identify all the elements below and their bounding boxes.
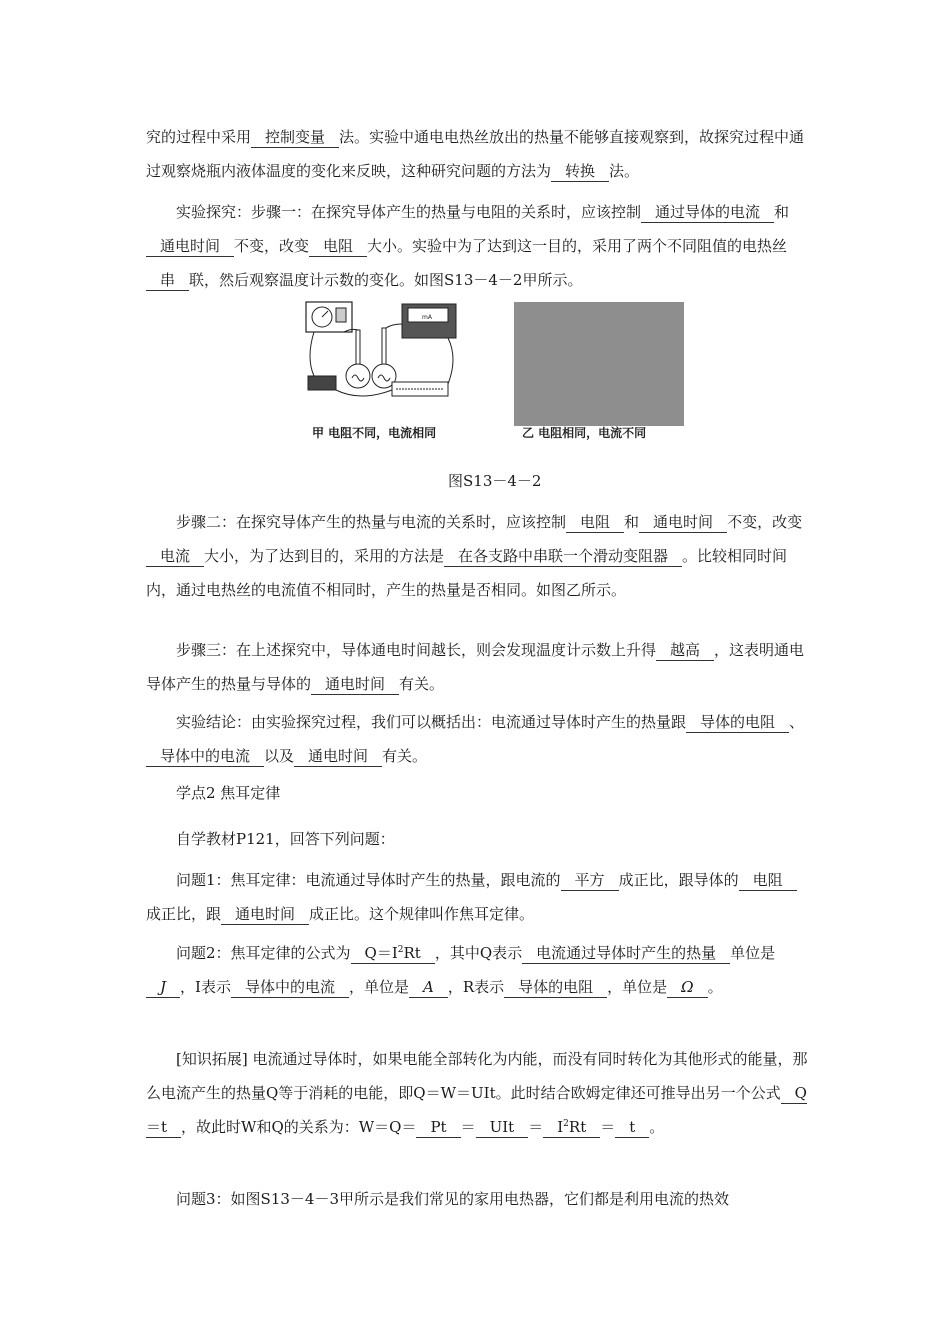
answer-blank: A bbox=[409, 978, 448, 998]
text: 。 bbox=[707, 978, 723, 996]
answer-blank: 导体中的电流 bbox=[231, 978, 349, 998]
text: 。比较相同时间内，通过电热丝的电流值不相同时，产生的热量是否相同。如图乙所示。 bbox=[146, 547, 788, 599]
text: 单位是 bbox=[730, 944, 776, 962]
answer-blank: 电流 bbox=[146, 547, 204, 567]
answer-blank: 控制变量 bbox=[251, 128, 339, 148]
answer-blank: 通电时间 bbox=[639, 513, 727, 533]
answer-blank: 电流通过导体时产生的热量 bbox=[522, 944, 730, 964]
text: 实验结论：由实验探究过程，我们可以概括出：电流通过导体时产生的热量跟 bbox=[176, 713, 687, 731]
text: Rt bbox=[403, 944, 421, 962]
text: ，单位是 bbox=[348, 978, 409, 996]
answer-blank: 平方 bbox=[561, 871, 619, 891]
answer-blank bbox=[543, 1118, 600, 1138]
paragraph-conclusion bbox=[146, 705, 808, 773]
paragraph-knowledge-extension bbox=[146, 1042, 808, 1144]
text: 联，然后观察温度计示数的变化。如图S13－4－2甲所示。 bbox=[189, 271, 583, 289]
text: ＝ bbox=[600, 1118, 616, 1136]
text: ，其中Q表示 bbox=[434, 944, 523, 962]
figure-s13-4-2 bbox=[300, 298, 700, 448]
text: 大小。实验中为了达到这一目的，采用了两个不同阻值的电热丝 bbox=[367, 237, 788, 255]
paragraph-step-one bbox=[146, 195, 808, 297]
figure-title: 图S13－4－2 bbox=[448, 472, 542, 490]
answer-blank: t bbox=[615, 1118, 649, 1138]
text: 步骤二：在探究导体产生的热量与电流的关系时，应该控制 bbox=[176, 513, 567, 531]
text: 实验探究：步骤一：在探究导体产生的热量与电阻的关系时，应该控制 bbox=[176, 203, 642, 221]
figure-caption-right: 乙 电阻相同，电流不同 bbox=[522, 426, 647, 440]
text: 法。实验中通电电热丝放出的热量不能够直接观察到，故探究过程中通过观察烧瓶内液体温度的变化来反映，这种研究问题的方法为 bbox=[146, 128, 805, 180]
answer-blank: 通电时间 bbox=[221, 905, 309, 925]
text: 成正比，跟导体的 bbox=[618, 871, 739, 889]
text: 步骤三：在上述探究中，导体通电时间越长，则会发现温度计示数上升得 bbox=[176, 641, 657, 659]
apparatus-drawing bbox=[300, 298, 470, 408]
text: ＝ bbox=[528, 1118, 544, 1136]
text: 问题1：焦耳定律：电流通过导体时产生的热量，跟电流的 bbox=[176, 871, 561, 889]
text: [知识拓展] 电流通过导体时，如果电能全部转化为内能，而没有同时转化为其他形式的能量，那么电流产生的热量Q等于消耗的电能，即Q＝W＝UIt。此时结合欧姆定律还可推导出另一个公式 bbox=[146, 1050, 808, 1102]
figure-caption-left: 甲 电阻不同，电流相同 bbox=[312, 426, 437, 440]
answer-blank bbox=[351, 944, 435, 964]
text: 究的过程中采用 bbox=[146, 128, 252, 146]
answer-blank: Pt bbox=[416, 1118, 460, 1138]
text: 成正比。这个规律叫作焦耳定律。 bbox=[309, 905, 535, 923]
answer-blank: 通电时间 bbox=[311, 675, 399, 695]
text: Rt bbox=[568, 1118, 587, 1136]
text: 有关。 bbox=[399, 675, 445, 693]
paragraph-question-3: 问题3：如图S13－4－3甲所示是我们常见的家用电热器，它们都是利用电流的热效 bbox=[176, 1190, 729, 1208]
text: 、 bbox=[789, 713, 805, 731]
figure-image-placeholder bbox=[514, 302, 684, 426]
text: 法。 bbox=[609, 162, 640, 180]
superscript: 2 bbox=[563, 1119, 569, 1129]
text: ，R表示 bbox=[447, 978, 505, 996]
text: ，故此时W和Q的关系为：W＝Q＝ bbox=[181, 1118, 417, 1136]
answer-blank: J bbox=[146, 978, 180, 998]
text: 不变，改变 bbox=[234, 237, 310, 255]
answer-blank: 电阻 bbox=[739, 871, 797, 891]
paragraph-question-1 bbox=[146, 863, 808, 931]
paragraph-instruction: 自学教材P121，回答下列问题： bbox=[176, 830, 395, 848]
meter-label: mA bbox=[422, 314, 432, 321]
answer-blank: 电阻 bbox=[309, 237, 367, 257]
text: 有关。 bbox=[382, 747, 428, 765]
section-heading: 学点2 焦耳定律 bbox=[176, 784, 281, 802]
answer-blank: Q＝t bbox=[146, 1084, 807, 1136]
answer-blank: 电阻 bbox=[566, 513, 624, 533]
superscript: 2 bbox=[397, 945, 404, 955]
text: 以及 bbox=[264, 747, 295, 765]
answer-blank: UIt bbox=[476, 1118, 529, 1138]
answer-blank: 导体的电阻 bbox=[504, 978, 607, 998]
answer-blank: Ω bbox=[667, 978, 707, 998]
answer-blank: 通过导体的电流 bbox=[641, 203, 774, 223]
paragraph-question-2 bbox=[146, 936, 808, 1004]
text: 不变，改变 bbox=[727, 513, 803, 531]
answer-blank: 转换 bbox=[551, 162, 609, 182]
text: 和 bbox=[774, 203, 790, 221]
answer-blank: 通电时间 bbox=[294, 747, 382, 767]
paragraph-step-three bbox=[146, 633, 808, 701]
text: ＝ bbox=[460, 1118, 476, 1136]
answer-blank: 在各支路中串联一个滑动变阻器 bbox=[444, 547, 682, 567]
answer-blank: 导体中的电流 bbox=[146, 747, 264, 767]
answer-blank: 串 bbox=[146, 271, 189, 291]
answer-blank: 通电时间 bbox=[146, 237, 234, 257]
text: 大小，为了达到目的，采用的方法是 bbox=[204, 547, 445, 565]
answer-blank: 越高 bbox=[656, 641, 714, 661]
text: ，这表明通电导体产生的热量与导体的 bbox=[146, 641, 805, 693]
answer-blank: 导体的电阻 bbox=[686, 713, 789, 733]
text: 和 bbox=[624, 513, 640, 531]
text: ，单位是 bbox=[607, 978, 668, 996]
text: 成正比，跟 bbox=[146, 905, 222, 923]
text: Q＝I bbox=[364, 944, 398, 962]
text: ，I表示 bbox=[180, 978, 231, 996]
paragraph-method bbox=[146, 120, 808, 188]
text: I bbox=[557, 1118, 564, 1136]
paragraph-step-two bbox=[146, 505, 808, 607]
text: 。 bbox=[649, 1118, 665, 1136]
text: 问题2：焦耳定律的公式为 bbox=[176, 944, 351, 962]
